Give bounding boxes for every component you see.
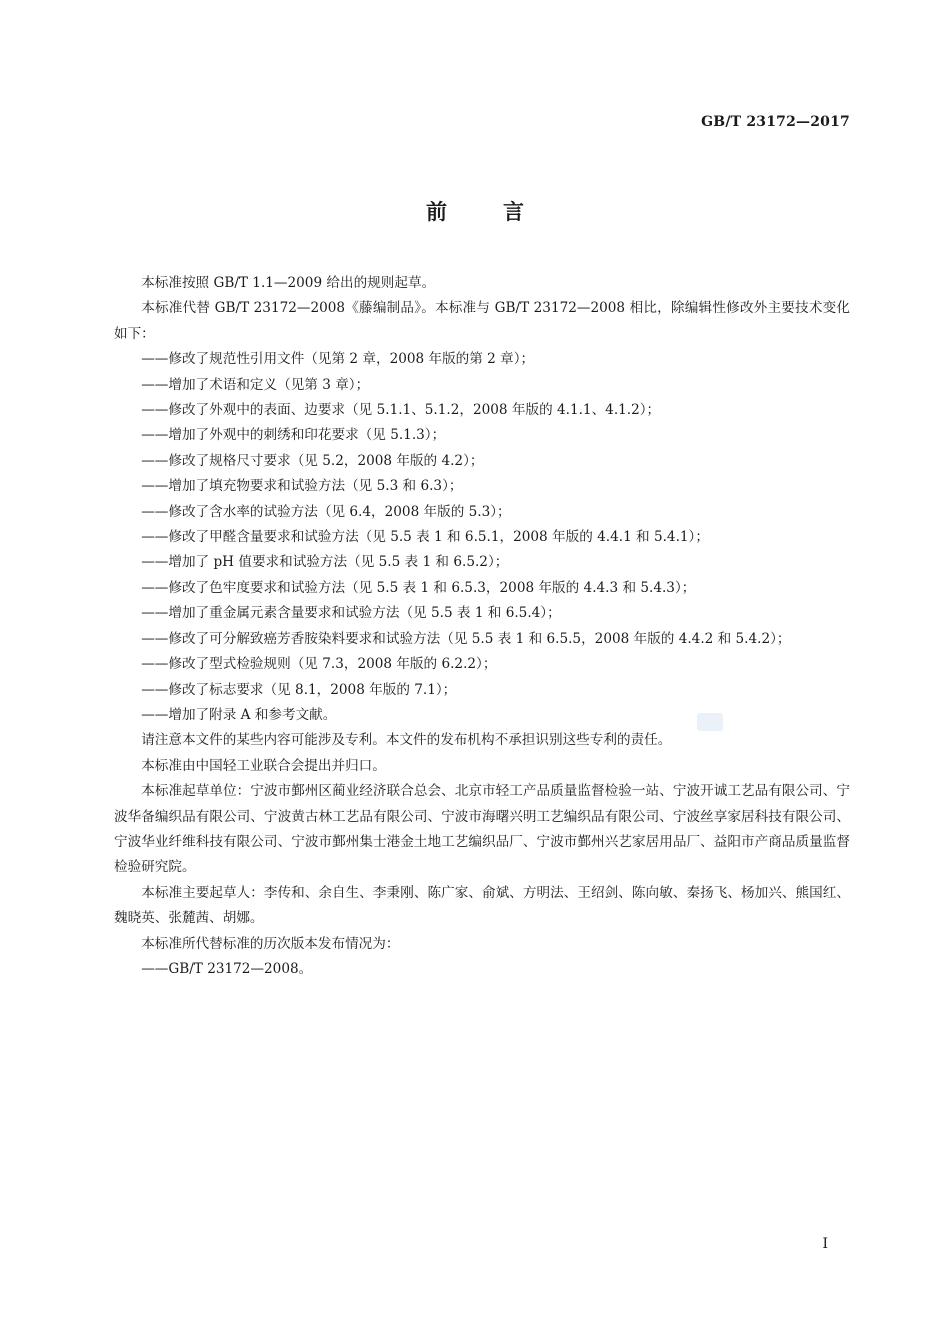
drafters-paragraph: 本标准主要起草人：李传和、余自生、李秉刚、陈广家、俞斌、方明法、王绍剑、陈向敏、秦扬飞、杨加兴、熊国红、魏晓英、张麓茜、胡娜。 [114,884,850,927]
changes-list [114,347,850,728]
page-title: 前言 [426,200,580,224]
drafting-rules-paragraph: 本标准按照 GB/T 1.1—2009 给出的规则起草。 [141,275,436,291]
list-item: ——修改了型式检验规则（见 7.3，2008 年版的 6.2.2）； [141,656,497,673]
list-item: ——修改了含水率的试验方法（见 6.4，2008 年版的 5.3）； [141,503,511,520]
list-item: ——增加了外观中的刺绣和印花要求（见 5.1.3）； [141,427,446,444]
list-item: ——增加了 pH 值要求和试验方法（见 5.5 表 1 和 6.5.2）； [141,554,509,571]
previous-versions-list [114,957,850,982]
drafting-units-paragraph: 本标准起草单位：宁波市鄞州区蔺业经济联合总会、北京市轻工产品质量监督检验一站、宁波开诚工艺品有限公司、宁波华备编织品有限公司、宁波黄古林工艺品有限公司、宁波市海曙兴明工艺编织品有限公司、宁波丝享家居科技有限公司、宁波华业纤维科技有限公司、宁波市鄞州集士港金土地工艺编织品厂、宁波市鄞州兴艺家居用品厂、益阳市产商品质量监督检验研究院。 [114,783,850,876]
standard-code: GB/T 23172—2017 [701,114,850,130]
page-number: I [822,1236,828,1252]
version-history-paragraph: 本标准所代替标准的历次版本发布情况为： [141,935,400,952]
document-body [114,271,850,982]
list-item: ——修改了外观中的表面、边要求（见 5.1.1、5.1.2，2008 年版的 4.1.1、4.1.2）； [141,402,661,419]
list-item: ——修改了标志要求（见 8.1，2008 年版的 7.1）； [141,681,457,698]
proposer-paragraph: 本标准由中国轻工业联合会提出并归口。 [141,757,386,774]
list-item: ——修改了规格尺寸要求（见 5.2，2008 年版的 4.2）； [141,452,484,469]
list-item: ——GB/T 23172—2008。 [141,960,313,977]
list-item: ——修改了规范性引用文件（见第 2 章，2008 年版的第 2 章）； [141,351,535,368]
list-item: ——修改了可分解致癌芳香胺染料要求和试验方法（见 5.5 表 1 和 6.5.5，2008 年版的 4.4.2 和 5.4.2）； [141,630,791,647]
list-item: ——增加了填充物要求和试验方法（见 5.3 和 6.3）； [141,478,463,495]
replacement-paragraph: 本标准代替 GB/T 23172—2008《藤编制品》。本标准与 GB/T 23172—2008 相比，除编辑性修改外主要技术变化如下： [114,300,850,342]
list-item: ——增加了重金属元素含量要求和试验方法（见 5.5 表 1 和 6.5.4）； [141,605,561,622]
list-item: ——增加了术语和定义（见第 3 章）； [141,376,370,393]
list-item: ——修改了甲醛含量要求和试验方法（见 5.5 表 1 和 6.5.1，2008 年版的 4.4.1 和 5.4.1）； [141,529,709,546]
list-item: ——增加了附录 A 和参考文献。 [141,706,337,723]
list-item: ——修改了色牢度要求和试验方法（见 5.5 表 1 和 6.5.3，2008 年版的 4.4.3 和 5.4.3）； [141,579,696,596]
patent-notice-paragraph: 请注意本文件的某些内容可能涉及专利。本文件的发布机构不承担识别这些专利的责任。 [141,732,672,749]
